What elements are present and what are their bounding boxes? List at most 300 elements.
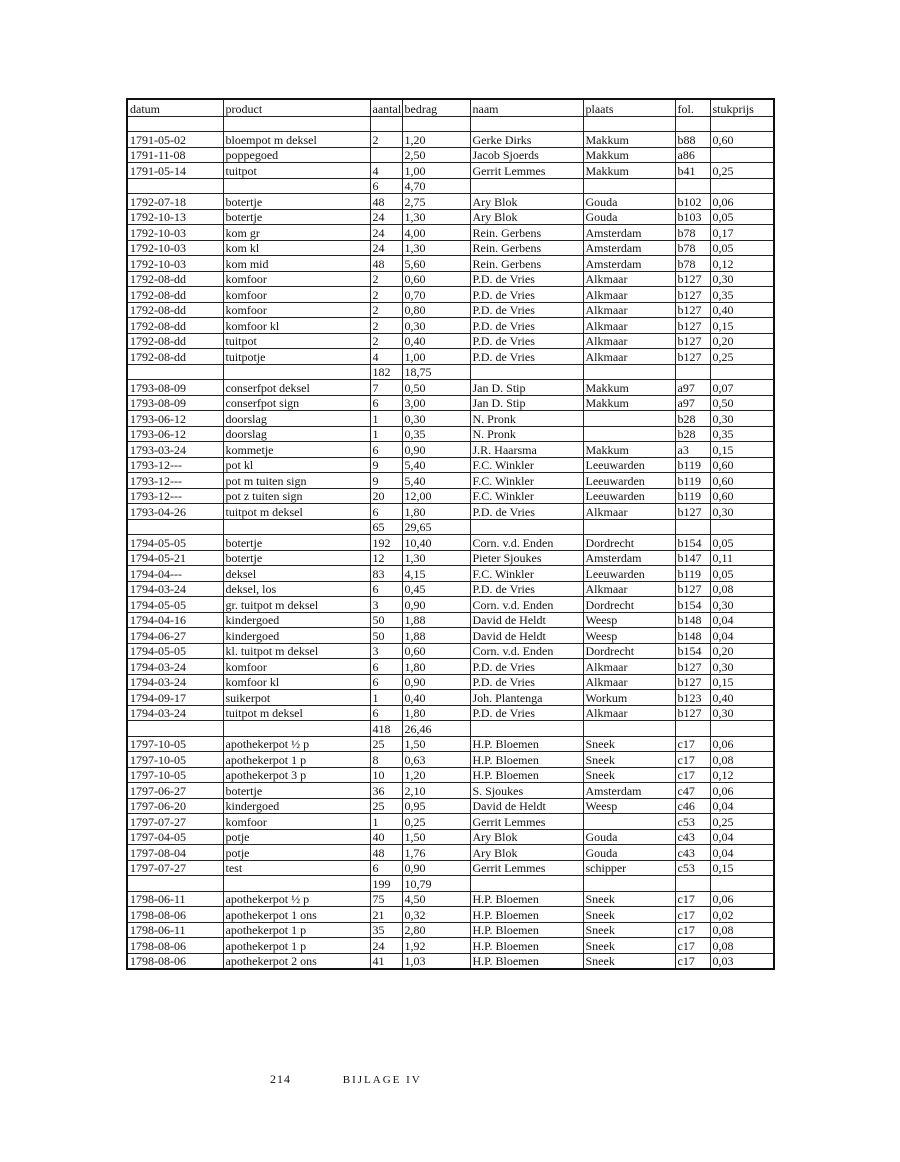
table-row <box>127 380 774 396</box>
table-row <box>127 349 774 365</box>
cell-product <box>223 117 370 132</box>
cell-datum <box>127 721 223 737</box>
cell-stukprijs: 0,15 <box>710 674 774 690</box>
cell-product: tuitpot <box>223 163 370 179</box>
cell-bedrag: 1,50 <box>402 829 470 845</box>
table-row <box>127 287 774 303</box>
table-row <box>127 504 774 520</box>
cell-naam: H.P. Bloemen <box>470 922 583 938</box>
cell-plaats: Makkum <box>583 147 675 163</box>
blank-row <box>127 117 774 132</box>
cell-product: botertje <box>223 535 370 551</box>
table-row <box>127 860 774 876</box>
subtotal-row <box>127 364 774 380</box>
cell-fol: b78 <box>675 240 710 256</box>
table-row <box>127 659 774 675</box>
cell-plaats: Dordrecht <box>583 535 675 551</box>
cell-bedrag: 29,65 <box>402 519 470 535</box>
cell-aantal: 192 <box>370 535 402 551</box>
cell-datum: 1792-08-dd <box>127 318 223 334</box>
table-row <box>127 333 774 349</box>
cell-fol <box>675 178 710 194</box>
cell-fol: b127 <box>675 674 710 690</box>
cell-fol: b88 <box>675 132 710 148</box>
cell-plaats: Makkum <box>583 163 675 179</box>
cell-fol: b127 <box>675 287 710 303</box>
cell-naam: Gerrit Lemmes <box>470 163 583 179</box>
cell-fol: b28 <box>675 426 710 442</box>
cell-plaats <box>583 876 675 892</box>
cell-product: deksel <box>223 566 370 582</box>
cell-fol: a97 <box>675 395 710 411</box>
cell-aantal: 48 <box>370 194 402 210</box>
cell-stukprijs: 0,35 <box>710 287 774 303</box>
cell-product: kom kl <box>223 240 370 256</box>
cell-fol: b127 <box>675 705 710 721</box>
cell-naam: J.R. Haarsma <box>470 442 583 458</box>
cell-stukprijs: 0,30 <box>710 659 774 675</box>
cell-stukprijs: 0,40 <box>710 302 774 318</box>
cell-datum: 1797-10-05 <box>127 752 223 768</box>
cell-stukprijs: 0,25 <box>710 814 774 830</box>
cell-aantal: 3 <box>370 643 402 659</box>
cell-plaats: Amsterdam <box>583 225 675 241</box>
cell-fol <box>675 876 710 892</box>
table-row <box>127 395 774 411</box>
cell-plaats: schipper <box>583 860 675 876</box>
cell-naam: Rein. Gerbens <box>470 240 583 256</box>
cell-fol: c53 <box>675 814 710 830</box>
cell-fol: b119 <box>675 473 710 489</box>
cell-datum: 1792-10-03 <box>127 225 223 241</box>
cell-datum <box>127 178 223 194</box>
table-row <box>127 132 774 148</box>
cell-stukprijs: 0,25 <box>710 349 774 365</box>
cell-datum: 1797-06-27 <box>127 783 223 799</box>
cell-product: tuitpot m deksel <box>223 705 370 721</box>
cell-product: kindergoed <box>223 798 370 814</box>
cell-plaats: Makkum <box>583 395 675 411</box>
cell-naam: P.D. de Vries <box>470 581 583 597</box>
cell-naam <box>470 721 583 737</box>
cell-plaats: Amsterdam <box>583 256 675 272</box>
cell-bedrag: 5,40 <box>402 473 470 489</box>
cell-product: apothekerpot 3 p <box>223 767 370 783</box>
cell-datum: 1793-12--- <box>127 488 223 504</box>
cell-naam: Ary Blok <box>470 829 583 845</box>
cell-product: botertje <box>223 209 370 225</box>
cell-stukprijs: 0,60 <box>710 488 774 504</box>
cell-aantal <box>370 117 402 132</box>
table-row <box>127 442 774 458</box>
cell-plaats <box>583 519 675 535</box>
cell-aantal: 6 <box>370 659 402 675</box>
cell-plaats: Amsterdam <box>583 240 675 256</box>
cell-plaats: Sneek <box>583 922 675 938</box>
cell-stukprijs: 0,15 <box>710 860 774 876</box>
cell-product: komfoor <box>223 659 370 675</box>
cell-bedrag: 1,80 <box>402 659 470 675</box>
cell-bedrag: 1,88 <box>402 612 470 628</box>
cell-product: komfoor <box>223 271 370 287</box>
cell-product: apothekerpot 1 p <box>223 752 370 768</box>
cell-datum: 1792-07-18 <box>127 194 223 210</box>
cell-product: pot z tuiten sign <box>223 488 370 504</box>
cell-datum: 1793-06-12 <box>127 411 223 427</box>
cell-bedrag: 0,90 <box>402 674 470 690</box>
cell-fol: b127 <box>675 271 710 287</box>
cell-product: komfoor kl <box>223 674 370 690</box>
cell-aantal: 21 <box>370 907 402 923</box>
cell-product: kommetje <box>223 442 370 458</box>
cell-aantal: 83 <box>370 566 402 582</box>
cell-bedrag: 1,20 <box>402 767 470 783</box>
cell-plaats: Gouda <box>583 194 675 210</box>
cell-fol: b78 <box>675 225 710 241</box>
cell-datum <box>127 519 223 535</box>
cell-naam <box>470 117 583 132</box>
cell-product <box>223 721 370 737</box>
cell-bedrag: 2,80 <box>402 922 470 938</box>
subtotal-row <box>127 178 774 194</box>
cell-stukprijs <box>710 364 774 380</box>
table-row <box>127 612 774 628</box>
cell-stukprijs: 0,06 <box>710 736 774 752</box>
cell-product: kom mid <box>223 256 370 272</box>
cell-datum: 1798-06-11 <box>127 922 223 938</box>
cell-aantal: 20 <box>370 488 402 504</box>
cell-datum: 1793-08-09 <box>127 380 223 396</box>
cell-datum: 1792-10-03 <box>127 256 223 272</box>
cell-plaats: Makkum <box>583 380 675 396</box>
cell-product <box>223 876 370 892</box>
cell-stukprijs: 0,60 <box>710 473 774 489</box>
cell-bedrag: 1,80 <box>402 504 470 520</box>
cell-product: potje <box>223 829 370 845</box>
table-row <box>127 194 774 210</box>
page-footer <box>270 1072 422 1087</box>
cell-aantal: 50 <box>370 628 402 644</box>
cell-product: test <box>223 860 370 876</box>
cell-naam: Ary Blok <box>470 209 583 225</box>
cell-plaats: Dordrecht <box>583 643 675 659</box>
cell-stukprijs: 0,04 <box>710 628 774 644</box>
cell-naam <box>470 876 583 892</box>
cell-fol: c17 <box>675 953 710 969</box>
cell-plaats: Sneek <box>583 907 675 923</box>
table-row <box>127 798 774 814</box>
cell-bedrag: 4,50 <box>402 891 470 907</box>
cell-naam: Gerke Dirks <box>470 132 583 148</box>
cell-stukprijs <box>710 721 774 737</box>
cell-bedrag: 0,80 <box>402 302 470 318</box>
cell-aantal: 2 <box>370 318 402 334</box>
cell-aantal: 12 <box>370 550 402 566</box>
cell-naam: Joh. Plantenga <box>470 690 583 706</box>
cell-fol: b147 <box>675 550 710 566</box>
cell-bedrag: 1,03 <box>402 953 470 969</box>
cell-plaats <box>583 178 675 194</box>
cell-aantal: 40 <box>370 829 402 845</box>
cell-fol: b154 <box>675 597 710 613</box>
page-number: 214 <box>270 1072 291 1086</box>
cell-bedrag: 1,20 <box>402 132 470 148</box>
cell-product: potje <box>223 845 370 861</box>
subtotal-row <box>127 519 774 535</box>
cell-bedrag: 3,00 <box>402 395 470 411</box>
cell-plaats: Workum <box>583 690 675 706</box>
cell-plaats: Gouda <box>583 829 675 845</box>
cell-datum: 1794-06-27 <box>127 628 223 644</box>
cell-datum: 1793-12--- <box>127 457 223 473</box>
cell-datum: 1794-04-16 <box>127 612 223 628</box>
cell-fol: c53 <box>675 860 710 876</box>
cell-product: doorslag <box>223 426 370 442</box>
cell-plaats <box>583 426 675 442</box>
cell-product: botertje <box>223 783 370 799</box>
table-row <box>127 597 774 613</box>
cell-fol: c17 <box>675 767 710 783</box>
cell-aantal: 6 <box>370 705 402 721</box>
cell-datum: 1794-03-24 <box>127 659 223 675</box>
cell-datum: 1793-04-26 <box>127 504 223 520</box>
cell-naam: P.D. de Vries <box>470 271 583 287</box>
table-row <box>127 922 774 938</box>
cell-fol: b154 <box>675 643 710 659</box>
cell-bedrag: 2,75 <box>402 194 470 210</box>
cell-plaats: Amsterdam <box>583 550 675 566</box>
header-datum: datum <box>127 99 223 117</box>
cell-naam: Gerrit Lemmes <box>470 860 583 876</box>
cell-fol <box>675 721 710 737</box>
cell-aantal: 4 <box>370 163 402 179</box>
cell-datum: 1793-12--- <box>127 473 223 489</box>
table-row <box>127 767 774 783</box>
cell-product: kom gr <box>223 225 370 241</box>
cell-stukprijs <box>710 178 774 194</box>
cell-bedrag: 4,70 <box>402 178 470 194</box>
cell-product: tuitpot <box>223 333 370 349</box>
cell-aantal: 1 <box>370 690 402 706</box>
table-row <box>127 581 774 597</box>
cell-aantal: 6 <box>370 674 402 690</box>
cell-aantal: 2 <box>370 287 402 303</box>
cell-fol: c46 <box>675 798 710 814</box>
cell-naam <box>470 519 583 535</box>
cell-datum <box>127 876 223 892</box>
header-stukprijs: stukprijs <box>710 99 774 117</box>
header-naam: naam <box>470 99 583 117</box>
table-row <box>127 240 774 256</box>
cell-stukprijs: 0,20 <box>710 333 774 349</box>
header-fol: fol. <box>675 99 710 117</box>
cell-stukprijs: 0,30 <box>710 504 774 520</box>
cell-bedrag: 10,40 <box>402 535 470 551</box>
cell-datum: 1791-05-02 <box>127 132 223 148</box>
table-row <box>127 411 774 427</box>
cell-plaats: Makkum <box>583 132 675 148</box>
cell-fol: a86 <box>675 147 710 163</box>
table-row <box>127 736 774 752</box>
cell-bedrag: 1,00 <box>402 163 470 179</box>
cell-naam: H.P. Bloemen <box>470 938 583 954</box>
cell-datum: 1794-03-24 <box>127 705 223 721</box>
cell-aantal: 6 <box>370 581 402 597</box>
cell-fol: b148 <box>675 612 710 628</box>
cell-plaats <box>583 117 675 132</box>
cell-naam: P.D. de Vries <box>470 349 583 365</box>
cell-bedrag: 0,25 <box>402 814 470 830</box>
cell-bedrag: 0,90 <box>402 442 470 458</box>
cell-fol: b28 <box>675 411 710 427</box>
table-row <box>127 147 774 163</box>
cell-bedrag: 1,30 <box>402 209 470 225</box>
cell-naam: P.D. de Vries <box>470 504 583 520</box>
cell-bedrag: 2,10 <box>402 783 470 799</box>
cell-fol: c43 <box>675 845 710 861</box>
cell-datum: 1794-05-05 <box>127 535 223 551</box>
cell-aantal: 9 <box>370 457 402 473</box>
cell-stukprijs: 0,05 <box>710 535 774 551</box>
header-row <box>127 99 774 117</box>
cell-bedrag: 12,00 <box>402 488 470 504</box>
cell-stukprijs: 0,17 <box>710 225 774 241</box>
ledger-body <box>127 117 774 970</box>
table-row <box>127 752 774 768</box>
cell-fol: c17 <box>675 736 710 752</box>
cell-datum: 1797-07-27 <box>127 814 223 830</box>
cell-stukprijs: 0,08 <box>710 922 774 938</box>
cell-product <box>223 519 370 535</box>
cell-product: apothekerpot 1 p <box>223 922 370 938</box>
cell-naam: David de Heldt <box>470 798 583 814</box>
cell-plaats: Alkmaar <box>583 271 675 287</box>
cell-bedrag: 0,60 <box>402 271 470 287</box>
cell-plaats: Sneek <box>583 938 675 954</box>
cell-aantal: 36 <box>370 783 402 799</box>
cell-aantal: 50 <box>370 612 402 628</box>
cell-stukprijs <box>710 117 774 132</box>
cell-fol <box>675 364 710 380</box>
cell-stukprijs: 0,05 <box>710 209 774 225</box>
cell-aantal: 9 <box>370 473 402 489</box>
cell-naam: H.P. Bloemen <box>470 767 583 783</box>
cell-fol: b78 <box>675 256 710 272</box>
cell-product: poppegoed <box>223 147 370 163</box>
cell-plaats <box>583 721 675 737</box>
cell-datum: 1792-08-dd <box>127 271 223 287</box>
cell-naam: H.P. Bloemen <box>470 752 583 768</box>
cell-bedrag: 18,75 <box>402 364 470 380</box>
cell-product: deksel, los <box>223 581 370 597</box>
cell-stukprijs: 0,08 <box>710 581 774 597</box>
cell-naam: P.D. de Vries <box>470 302 583 318</box>
cell-aantal: 24 <box>370 225 402 241</box>
cell-aantal: 6 <box>370 178 402 194</box>
cell-product: suikerpot <box>223 690 370 706</box>
table-row <box>127 473 774 489</box>
cell-bedrag: 1,00 <box>402 349 470 365</box>
cell-fol: c17 <box>675 907 710 923</box>
cell-datum: 1792-08-dd <box>127 333 223 349</box>
table-row <box>127 674 774 690</box>
table-row <box>127 566 774 582</box>
cell-stukprijs: 0,04 <box>710 829 774 845</box>
cell-product: kindergoed <box>223 612 370 628</box>
cell-plaats: Leeuwarden <box>583 566 675 582</box>
cell-datum: 1794-03-24 <box>127 581 223 597</box>
cell-product: apothekerpot 1 ons <box>223 907 370 923</box>
cell-stukprijs: 0,04 <box>710 845 774 861</box>
cell-aantal: 35 <box>370 922 402 938</box>
cell-bedrag: 26,46 <box>402 721 470 737</box>
cell-datum: 1792-10-13 <box>127 209 223 225</box>
cell-plaats: Alkmaar <box>583 504 675 520</box>
cell-datum: 1791-05-14 <box>127 163 223 179</box>
cell-datum: 1791-11-08 <box>127 147 223 163</box>
cell-naam: P.D. de Vries <box>470 333 583 349</box>
cell-naam: Jan D. Stip <box>470 395 583 411</box>
table-row <box>127 163 774 179</box>
cell-aantal: 24 <box>370 938 402 954</box>
cell-product: apothekerpot 2 ons <box>223 953 370 969</box>
cell-stukprijs: 0,15 <box>710 442 774 458</box>
cell-naam: F.C. Winkler <box>470 473 583 489</box>
cell-naam: P.D. de Vries <box>470 659 583 675</box>
cell-datum: 1794-09-17 <box>127 690 223 706</box>
cell-fol: b148 <box>675 628 710 644</box>
cell-fol: c17 <box>675 752 710 768</box>
cell-naam: P.D. de Vries <box>470 287 583 303</box>
cell-product: tuitpotje <box>223 349 370 365</box>
cell-plaats: Sneek <box>583 891 675 907</box>
table-row <box>127 907 774 923</box>
cell-product: tuitpot m deksel <box>223 504 370 520</box>
cell-naam: H.P. Bloemen <box>470 953 583 969</box>
table-row <box>127 783 774 799</box>
cell-aantal: 182 <box>370 364 402 380</box>
cell-datum: 1794-05-05 <box>127 597 223 613</box>
cell-naam: H.P. Bloemen <box>470 736 583 752</box>
header-aantal: aantal <box>370 99 402 117</box>
cell-plaats: Amsterdam <box>583 783 675 799</box>
cell-stukprijs: 0,02 <box>710 907 774 923</box>
cell-datum: 1794-03-24 <box>127 674 223 690</box>
header-bedrag: bedrag <box>402 99 470 117</box>
cell-naam: F.C. Winkler <box>470 488 583 504</box>
cell-fol: b119 <box>675 566 710 582</box>
cell-plaats: Weesp <box>583 628 675 644</box>
cell-plaats: Sneek <box>583 752 675 768</box>
cell-bedrag: 0,90 <box>402 597 470 613</box>
table-row <box>127 643 774 659</box>
cell-naam: Rein. Gerbens <box>470 225 583 241</box>
cell-plaats: Alkmaar <box>583 674 675 690</box>
cell-product: botertje <box>223 550 370 566</box>
header-plaats: plaats <box>583 99 675 117</box>
cell-stukprijs <box>710 147 774 163</box>
cell-bedrag: 5,40 <box>402 457 470 473</box>
table-row <box>127 891 774 907</box>
cell-naam: Ary Blok <box>470 845 583 861</box>
cell-datum: 1797-07-27 <box>127 860 223 876</box>
subtotal-row <box>127 721 774 737</box>
cell-naam <box>470 178 583 194</box>
cell-naam: N. Pronk <box>470 411 583 427</box>
cell-aantal: 48 <box>370 845 402 861</box>
header-product: product <box>223 99 370 117</box>
cell-product: bloempot m deksel <box>223 132 370 148</box>
